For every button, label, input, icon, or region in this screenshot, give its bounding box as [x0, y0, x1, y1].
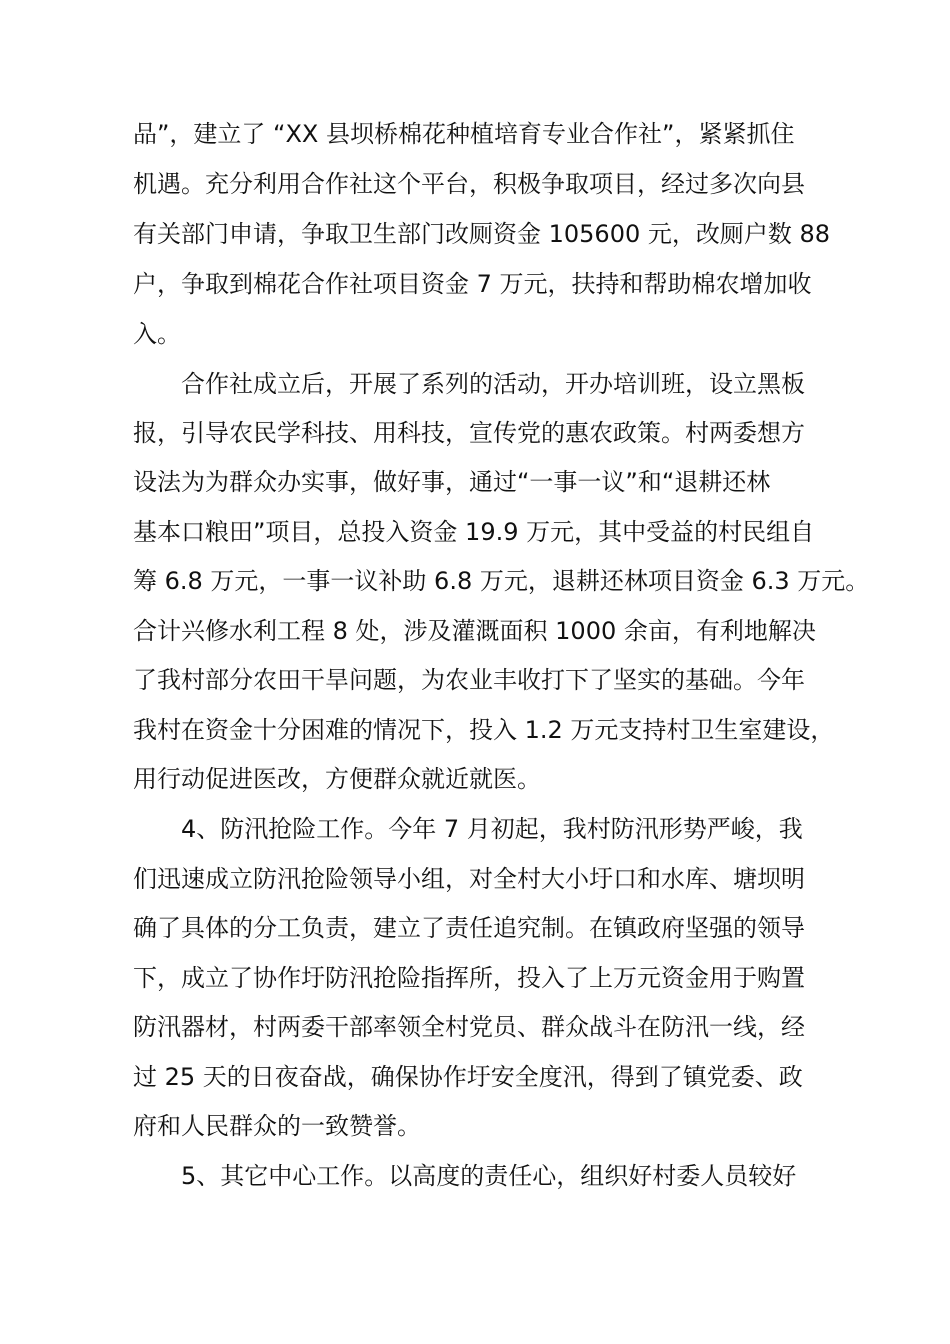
text-line: 有关部门申请，争取卫生部门改厕资金 105600 元，改厕户数 88 — [133, 220, 831, 248]
text-line: 过 25 天的日夜奋战，确保协作圩安全度汛，得到了镇党委、政 — [133, 1063, 803, 1091]
text-line: 合计兴修水利工程 8 处，涉及灌溉面积 1000 余亩，有利地解决 — [133, 617, 816, 645]
text-line: 下，成立了协作圩防汛抢险指挥所，投入了上万元资金用于购置 — [133, 964, 805, 992]
paragraph-start-line: 4、防汛抢险工作。今年 7 月初起，我村防汛形势严峻，我 — [181, 815, 803, 843]
text-line: 机遇。充分利用合作社这个平台，积极争取项目，经过多次向县 — [133, 170, 805, 198]
text-line: 府和人民群众的一致赞誉。 — [133, 1112, 421, 1140]
text-line: 报，引导农民学科技、用科技，宣传党的惠农政策。村两委想方 — [133, 419, 805, 447]
text-line: 确了具体的分工负责，建立了责任追究制。在镇政府坚强的领导 — [133, 914, 805, 942]
text-line: 基本口粮田”项目，总投入资金 19.9 万元，其中受益的村民组自 — [133, 518, 815, 546]
paragraph-start-line: 5、其它中心工作。以高度的责任心，组织好村委人员较好 — [181, 1162, 797, 1190]
text-line: 设法为为群众办实事，做好事，通过“一事一议”和“退耕还林 — [133, 468, 771, 496]
text-line: 筹 6.8 万元，一事一议补助 6.8 万元，退耕还林项目资金 6.3 万元。 — [133, 567, 870, 595]
text-line: 入。 — [133, 320, 181, 348]
text-line: 防汛器材，村两委干部率领全村党员、群众战斗在防汛一线，经 — [133, 1013, 805, 1041]
text-line: 户，争取到棉花合作社项目资金 7 万元，扶持和帮助棉农增加收 — [133, 270, 812, 298]
paragraph-start-line: 合作社成立后，开展了系列的活动，开办培训班，设立黑板 — [181, 370, 805, 398]
text-line: 用行动促进医改，方便群众就近就医。 — [133, 765, 541, 793]
text-line: 了我村部分农田干旱问题，为农业丰收打下了坚实的基础。今年 — [133, 666, 805, 694]
text-line: 品”，建立了 “XX 县坝桥棉花种植培育专业合作社”，紧紧抓住 — [133, 120, 795, 148]
text-line: 我村在资金十分困难的情况下，投入 1.2 万元支持村卫生室建设， — [133, 716, 835, 744]
text-line: 们迅速成立防汛抢险领导小组，对全村大小圩口和水库、塘坝明 — [133, 865, 805, 893]
